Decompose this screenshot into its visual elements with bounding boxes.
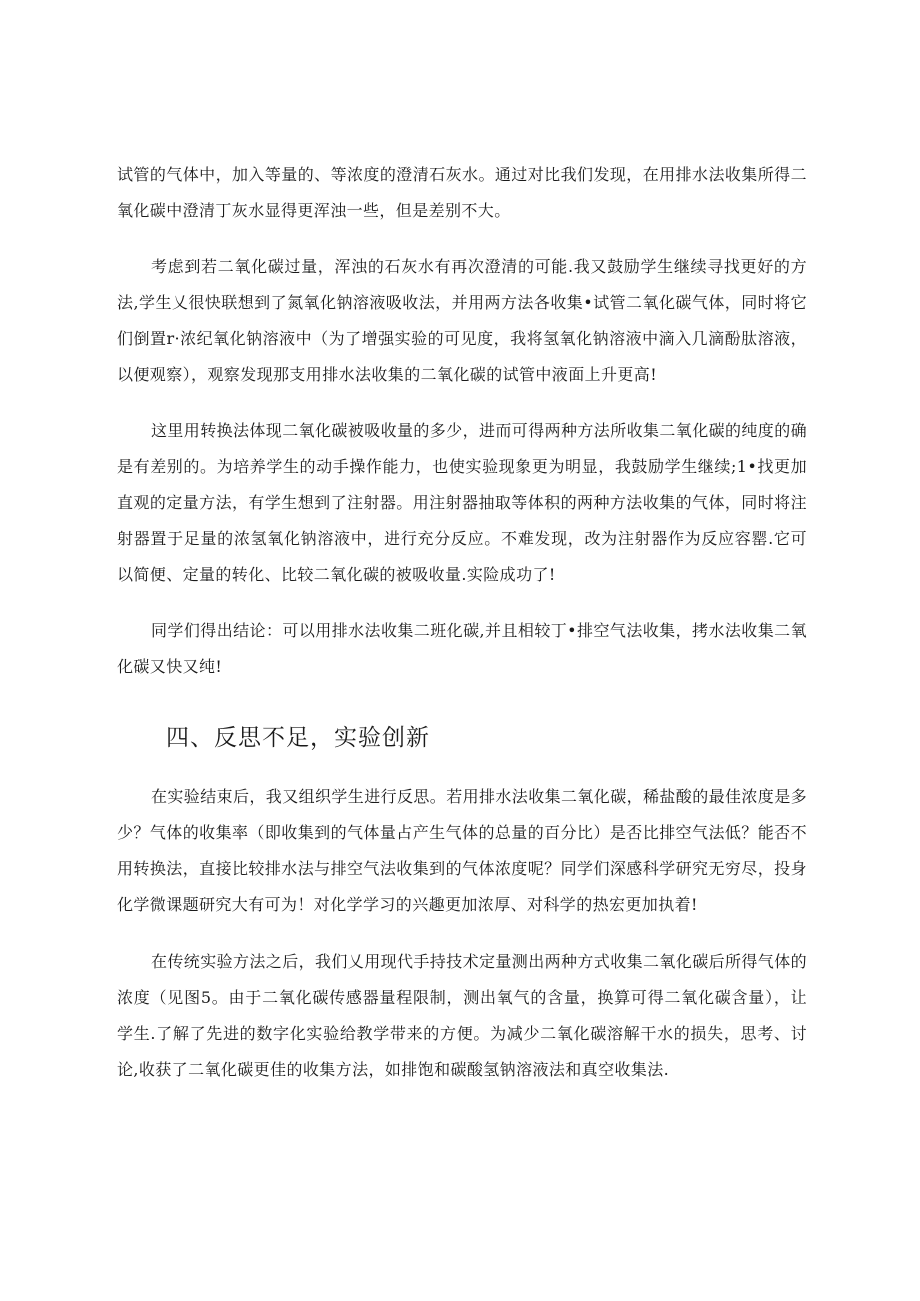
paragraph-naoh-absorption: 考虑到若二氧化碳过量，浑浊的石灰水有再次澄清的可能.我又鼓励学生继续寻找更好的方法,学生乂很快联想到了氮氧化钠溶液吸收法，并用两方法各收集•试管二氧化碳气体，同时将它们倒置r·浓纪氧化钠溶液中（为了增强实验的可见度，我将氢氧化钠溶液中滴入几滴酚肽溶液，以便观察），观察发现那支用排水法收集的二氧化碳的试管中液面上升更高! <box>117 257 807 384</box>
paragraph-conclusion: 同学们得出结论：可以用排水法收集二班化碳,并且相较丁•排空气法收集，拷水法收集二氧化碳又快又纯! <box>117 621 807 676</box>
section-heading: 四、反思不足，实验创新 <box>166 725 430 751</box>
paragraph-reflection: 在实验结束后，我又组织学生进行反思。若用排水法收集二氧化碳，稀盐酸的最佳浓度是多少？气体的收集率（即收集到的气体量占产生气体的总量的百分比）是否比排空气法低？能否不用转换法，直接比较排水法与排空气法收集到的气体浓度呢？同学们深感科学研究无穷尽，投身化学微课题研究大有可为！对化学学习的兴趣更加浓厚、对科学的热宏更加执着! <box>117 787 808 914</box>
paragraph-digital-experiment: 在传统实验方法之后，我们乂用现代手持技术定量测出两种方式收集二氧化碳后所得气体的浓度（见图5。由于二氧化碳传感器量程限制，测出氧气的含量，换算可得二氧化碳含量），让学生.了解了先进的数字化实验给教学带来的方便。为减少二氧化碳溶解干水的损失，思考、讨论,收获了二氧化碳更佳的收集方法，如排饱和碳酸氢钠溶液法和真空收集法. <box>117 952 808 1079</box>
paragraph-continuation: 试管的气体中，加入等量的、等浓度的澄清石灰水。通过对比我们发现，在用排水法收集所得二氧化碳中澄清丁灰水显得更浑浊一些，但是差别不大。 <box>117 165 807 220</box>
paragraph-syringe-method: 这里用转换法体现二氧化碳被吸收量的多少，进而可得两种方法所收集二氧化碳的纯度的确是有差别的。为培养学生的动手操作能力，也使实验现象更为明显，我鼓励学生继续;1•找更加直观的定量方法，有学生想到了注射器。用注射器抽取等体积的两种方法收集的气体，同时将注射器置于足量的浓氢氧化钠溶液中，进行充分反应。不难发现，改为注射器作为反应容罂.它可以简便、定量的转化、比较二氧化碳的被吸收量.实险成功了! <box>117 421 808 584</box>
